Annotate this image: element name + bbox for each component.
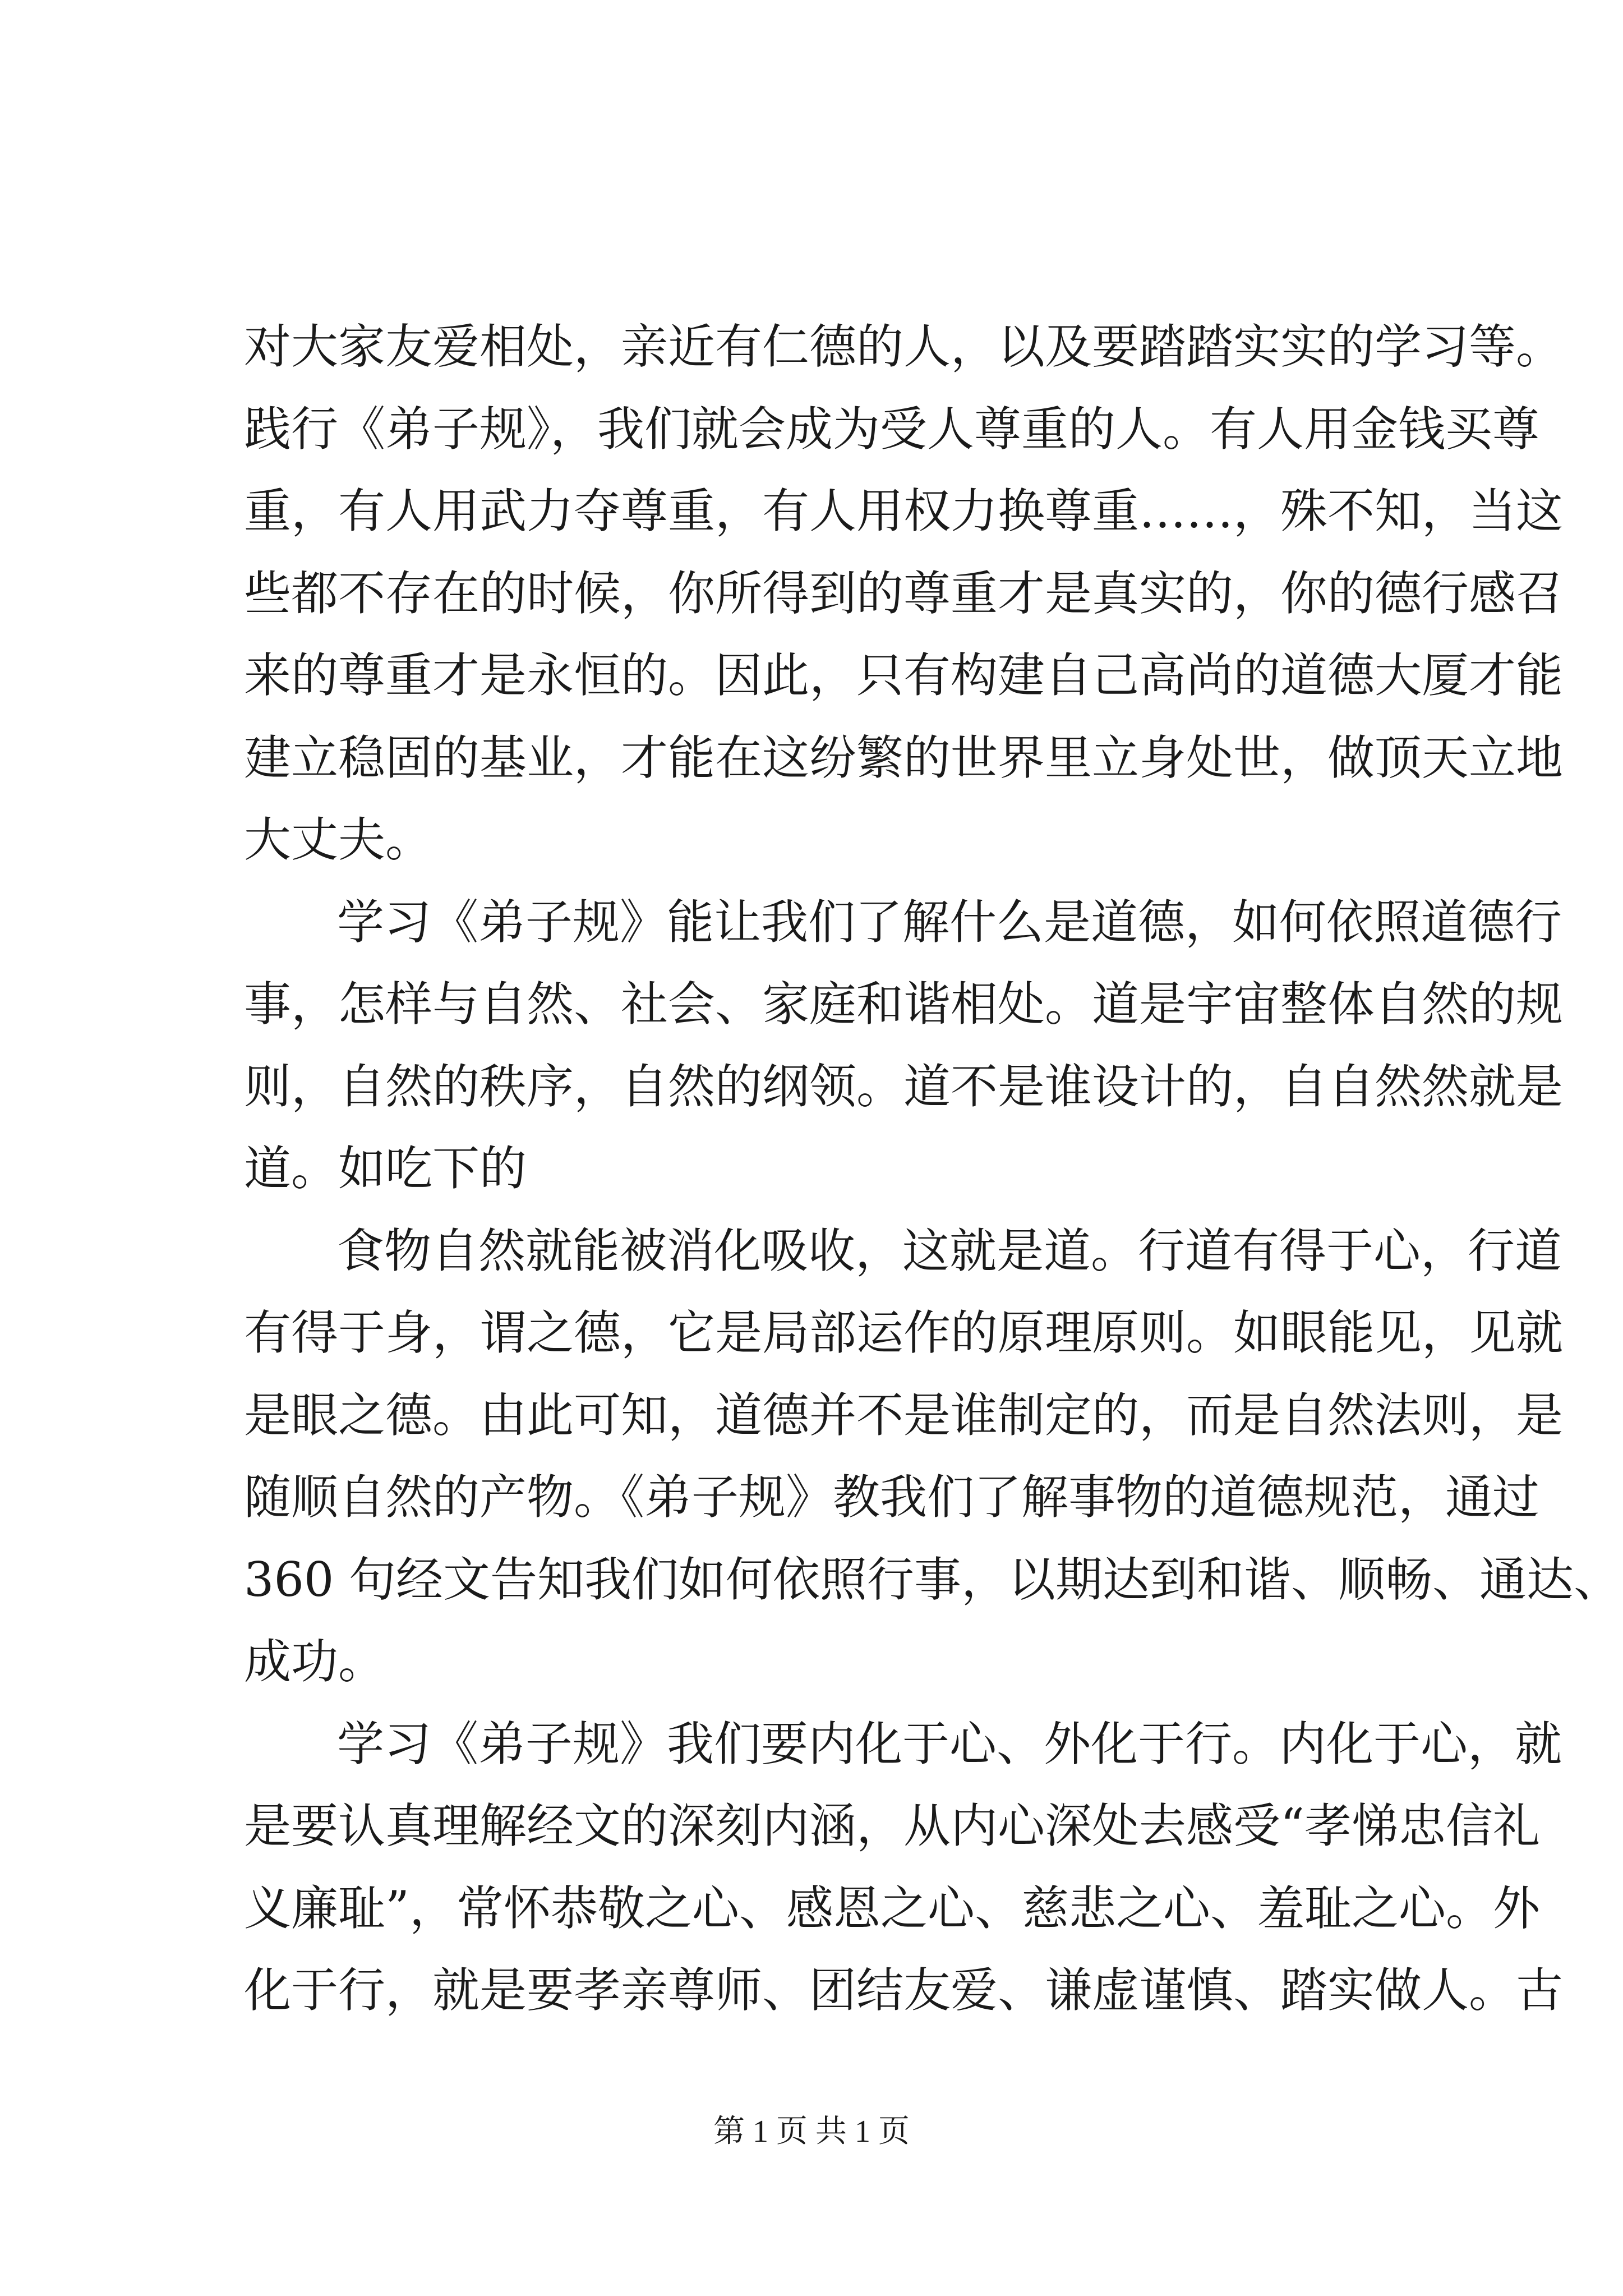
body-line: 义廉耻”，常怀恭敬之心、感恩之心、慈悲之心、羞耻之心。外 <box>244 1880 1540 1936</box>
body-line: 是要认真理解经文的深刻内涵，从内心深处去感受“孝悌忠信礼 <box>244 1798 1540 1853</box>
body-line: 是眼之德。由此可知，道德并不是谁制定的，而是自然法则，是 <box>244 1387 1564 1443</box>
body-line: 建立稳固的基业，才能在这纷繁的世界里立身处世，做顶天立地 <box>244 730 1564 785</box>
body-line: 随顺自然的产物。《弟子规》教我们了解事物的道德规范，通过 <box>244 1470 1540 1525</box>
body-line: 事，怎样与自然、社会、家庭和谐相处。道是宇宙整体自然的规 <box>244 977 1564 1032</box>
document-body <box>244 306 1621 2032</box>
paragraph-first-line: 食物自然就能被消化吸收，这就是道。行道有得于心，行道 <box>337 1223 1562 1278</box>
body-line: 道。如吃下的 <box>244 1141 527 1196</box>
body-line: 对大家友爱相处，亲近有仁德的人，以及要踏踏实实的学习等。 <box>244 319 1564 374</box>
body-line: 来的尊重才是永恒的。因此，只有构建自己高尚的道德大厦才能 <box>244 648 1564 703</box>
body-line: 成功。 <box>244 1634 386 1689</box>
body-line: 践行《弟子规》，我们就会成为受人尊重的人。有人用金钱买尊 <box>244 401 1540 457</box>
paragraph-first-line: 学习《弟子规》我们要内化于心、外化于行。内化于心，就 <box>337 1716 1562 1772</box>
body-line: 有得于身，谓之德，它是局部运作的原理原则。如眼能见，见就 <box>244 1305 1564 1360</box>
body-line: 重，有人用武力夺尊重，有人用权力换尊重……，殊不知，当这 <box>244 484 1564 539</box>
body-line: 些都不存在的时候，你所得到的尊重才是真实的，你的德行感召 <box>244 565 1564 621</box>
body-line: 大丈夫。 <box>244 812 433 867</box>
body-line: 化于行，就是要孝亲尊师、团结友爱、谦虚谨慎、踏实做人。古 <box>244 1963 1564 2018</box>
page-footer: 第 1 页 共 1 页 <box>713 2114 910 2149</box>
body-line: 360 句经文告知我们如何依照行事，以期达到和谐、顺畅、通达、 <box>244 1552 1621 1607</box>
paragraph-first-line: 学习《弟子规》能让我们了解什么是道德，如何依照道德行 <box>337 894 1562 950</box>
body-line: 则，自然的秩序，自然的纲领。道不是谁设计的，自自然然就是 <box>244 1059 1564 1114</box>
